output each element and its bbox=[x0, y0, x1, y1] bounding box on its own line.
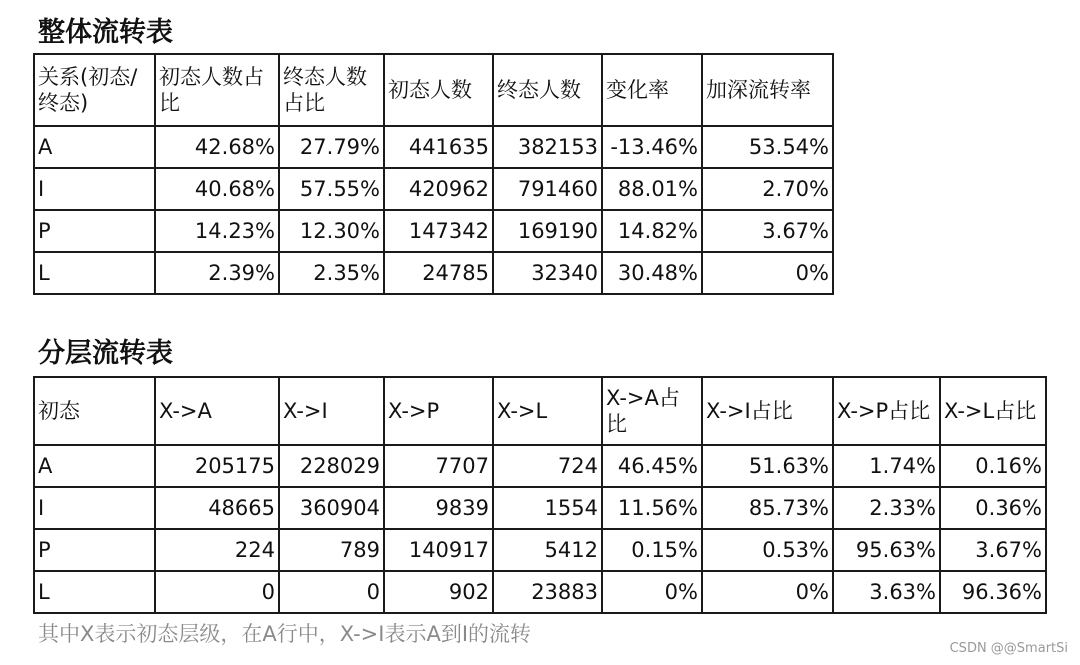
table-cell: 724 bbox=[493, 445, 602, 487]
table-cell: 0.36% bbox=[940, 487, 1046, 529]
table-row bbox=[34, 571, 1046, 613]
header-to-i-ratio: X->I占比 bbox=[702, 377, 833, 445]
table-cell: 12.30% bbox=[279, 210, 384, 252]
table-cell: 24785 bbox=[384, 252, 493, 294]
row-label: A bbox=[34, 445, 155, 487]
header-relation: 关系(初态/终态) bbox=[34, 54, 155, 126]
table-cell: 32340 bbox=[493, 252, 602, 294]
table-cell: 3.63% bbox=[833, 571, 940, 613]
header-to-a: X->A bbox=[155, 377, 279, 445]
row-label: I bbox=[34, 168, 155, 210]
overall-table-title: 整体流转表 bbox=[38, 17, 173, 48]
table-cell: 0% bbox=[702, 571, 833, 613]
header-to-p: X->P bbox=[384, 377, 493, 445]
table-cell: 27.79% bbox=[279, 126, 384, 168]
table-cell: 5412 bbox=[493, 529, 602, 571]
header-deepen-rate: 加深流转率 bbox=[702, 54, 833, 126]
layered-flow-table bbox=[33, 376, 1047, 614]
header-to-l: X->L bbox=[493, 377, 602, 445]
table-cell: 7707 bbox=[384, 445, 493, 487]
header-to-p-ratio: X->P占比 bbox=[833, 377, 940, 445]
table-cell: 57.55% bbox=[279, 168, 384, 210]
row-label: I bbox=[34, 487, 155, 529]
table-cell: 40.68% bbox=[155, 168, 279, 210]
table-cell: 95.63% bbox=[833, 529, 940, 571]
table-cell: 14.23% bbox=[155, 210, 279, 252]
table-cell: 0.15% bbox=[602, 529, 702, 571]
table-cell: 1554 bbox=[493, 487, 602, 529]
table-row bbox=[34, 252, 833, 294]
table-cell: 2.35% bbox=[279, 252, 384, 294]
table-cell: 0.16% bbox=[940, 445, 1046, 487]
table-cell: 791460 bbox=[493, 168, 602, 210]
table-cell: 53.54% bbox=[702, 126, 833, 168]
header-initial-count: 初态人数 bbox=[384, 54, 493, 126]
overall-flow-table bbox=[33, 53, 834, 295]
table-cell: 228029 bbox=[279, 445, 384, 487]
header-final-ratio: 终态人数占比 bbox=[279, 54, 384, 126]
table-cell: 205175 bbox=[155, 445, 279, 487]
table-cell: 0 bbox=[279, 571, 384, 613]
table-cell: 140917 bbox=[384, 529, 493, 571]
table-cell: 2.33% bbox=[833, 487, 940, 529]
table-cell: 30.48% bbox=[602, 252, 702, 294]
row-label: L bbox=[34, 252, 155, 294]
table-cell: 46.45% bbox=[602, 445, 702, 487]
table-cell: 11.56% bbox=[602, 487, 702, 529]
header-final-count: 终态人数 bbox=[493, 54, 602, 126]
table-cell: 88.01% bbox=[602, 168, 702, 210]
table-cell: 360904 bbox=[279, 487, 384, 529]
table-header-row bbox=[34, 377, 1046, 445]
row-label: P bbox=[34, 210, 155, 252]
table-header-row bbox=[34, 54, 833, 126]
row-label: A bbox=[34, 126, 155, 168]
watermark: CSDN @@SmartSi bbox=[949, 641, 1068, 656]
table-cell: -13.46% bbox=[602, 126, 702, 168]
table-cell: 2.70% bbox=[702, 168, 833, 210]
footnote: 其中X表示初态层级，在A行中，X->I表示A到I的流转 bbox=[38, 622, 532, 646]
table-cell: 42.68% bbox=[155, 126, 279, 168]
header-change-rate: 变化率 bbox=[602, 54, 702, 126]
table-cell: 2.39% bbox=[155, 252, 279, 294]
table-cell: 48665 bbox=[155, 487, 279, 529]
header-to-a-ratio: X->A占比 bbox=[602, 377, 702, 445]
table-row bbox=[34, 487, 1046, 529]
table-cell: 3.67% bbox=[702, 210, 833, 252]
table-cell: 224 bbox=[155, 529, 279, 571]
table-row bbox=[34, 445, 1046, 487]
table-cell: 96.36% bbox=[940, 571, 1046, 613]
row-label: P bbox=[34, 529, 155, 571]
table-cell: 0 bbox=[155, 571, 279, 613]
table-cell: 51.63% bbox=[702, 445, 833, 487]
table-cell: 3.67% bbox=[940, 529, 1046, 571]
table-cell: 0% bbox=[702, 252, 833, 294]
table-cell: 23883 bbox=[493, 571, 602, 613]
table-cell: 441635 bbox=[384, 126, 493, 168]
row-label: L bbox=[34, 571, 155, 613]
header-to-i: X->I bbox=[279, 377, 384, 445]
table-cell: 147342 bbox=[384, 210, 493, 252]
table-cell: 0.53% bbox=[702, 529, 833, 571]
table-cell: 0% bbox=[602, 571, 702, 613]
table-cell: 902 bbox=[384, 571, 493, 613]
table-row bbox=[34, 210, 833, 252]
table-cell: 420962 bbox=[384, 168, 493, 210]
table-cell: 14.82% bbox=[602, 210, 702, 252]
header-initial-ratio: 初态人数占比 bbox=[155, 54, 279, 126]
table-row bbox=[34, 529, 1046, 571]
table-row bbox=[34, 168, 833, 210]
table-cell: 789 bbox=[279, 529, 384, 571]
table-cell: 382153 bbox=[493, 126, 602, 168]
table-cell: 85.73% bbox=[702, 487, 833, 529]
table-cell: 169190 bbox=[493, 210, 602, 252]
table-cell: 9839 bbox=[384, 487, 493, 529]
layered-table-title: 分层流转表 bbox=[38, 338, 173, 369]
header-to-l-ratio: X->L占比 bbox=[940, 377, 1046, 445]
header-initial-state: 初态 bbox=[34, 377, 155, 445]
table-row bbox=[34, 126, 833, 168]
table-cell: 1.74% bbox=[833, 445, 940, 487]
